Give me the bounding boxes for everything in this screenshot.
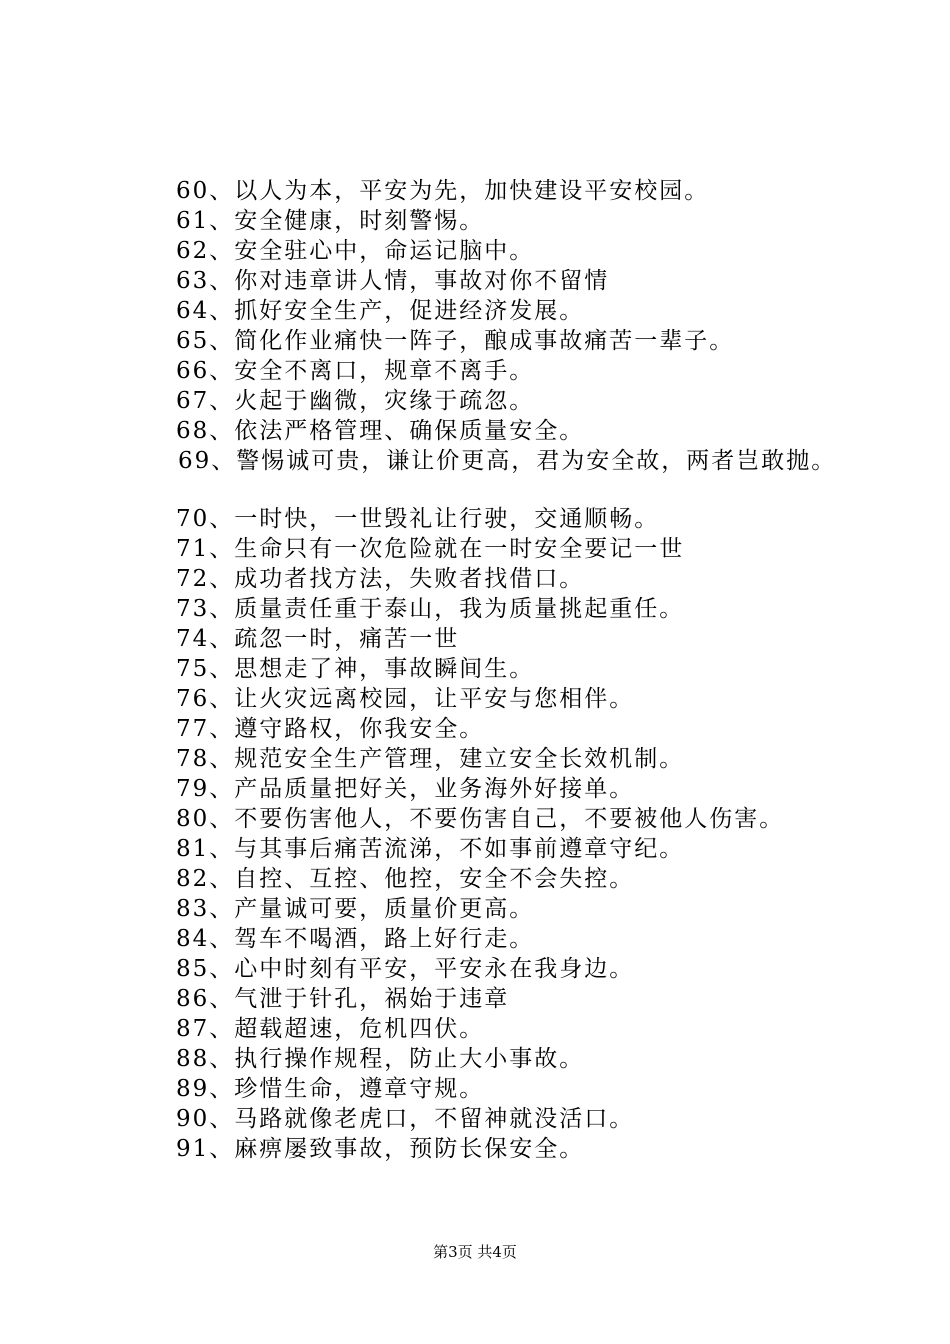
- slogan-line: 67、火起于幽微，灾缘于疏忽。: [176, 388, 535, 414]
- slogan-line: 63、你对违章讲人情，事故对你不留情: [176, 268, 610, 294]
- slogan-line: 91、麻痹屡致事故，预防长保安全。: [176, 1136, 585, 1162]
- slogan-line: 71、生命只有一次危险就在一时安全要记一世: [176, 536, 685, 562]
- slogan-line: 85、心中时刻有平安，平安永在我身边。: [176, 956, 635, 982]
- slogan-line: 76、让火灾远离校园，让平安与您相伴。: [176, 686, 635, 712]
- slogan-line: 80、不要伤害他人，不要伤害自己，不要被他人伤害。: [176, 806, 785, 832]
- slogan-line: 89、珍惜生命，遵章守规。: [176, 1076, 485, 1102]
- slogan-line: 60、以人为本，平安为先，加快建设平安校园。: [176, 178, 710, 204]
- slogan-line: 66、安全不离口，规章不离手。: [176, 358, 535, 384]
- slogan-line: 64、抓好安全生产，促进经济发展。: [176, 298, 585, 324]
- slogan-line: 68、依法严格管理、确保质量安全。: [176, 418, 585, 444]
- slogan-line: 65、简化作业痛快一阵子，酿成事故痛苦一辈子。: [176, 328, 735, 354]
- slogan-line: 86、气泄于针孔，祸始于违章: [176, 986, 510, 1012]
- slogan-line: 79、产品质量把好关，业务海外好接单。: [176, 776, 635, 802]
- slogan-line: 75、思想走了神，事故瞬间生。: [176, 656, 535, 682]
- slogan-line: 78、规范安全生产管理，建立安全长效机制。: [176, 746, 685, 772]
- slogan-line: 70、一时快，一世毁礼让行驶，交通顺畅。: [176, 506, 660, 532]
- slogan-line: 72、成功者找方法，失败者找借口。: [176, 566, 585, 592]
- slogan-line: 84、驾车不喝酒，路上好行走。: [176, 926, 535, 952]
- page-footer: 第3页 共4页: [433, 1243, 517, 1261]
- slogan-line: 69、警惕诚可贵，谦让价更高，君为安全故，两者岂敢抛。: [178, 448, 837, 474]
- slogan-line: 81、与其事后痛苦流涕，不如事前遵章守纪。: [176, 836, 685, 862]
- slogan-line: 88、执行操作规程，防止大小事故。: [176, 1046, 585, 1072]
- slogan-list: [176, 176, 936, 1164]
- slogan-line: 82、自控、互控、他控，安全不会失控。: [176, 866, 635, 892]
- slogan-line: 61、安全健康，时刻警惕。: [176, 208, 485, 234]
- slogan-line: 83、产量诚可要，质量价更高。: [176, 896, 535, 922]
- slogan-line: 73、质量责任重于泰山，我为质量挑起重任。: [176, 596, 685, 622]
- slogan-line: 87、超载超速，危机四伏。: [176, 1016, 485, 1042]
- slogan-line: 77、遵守路权，你我安全。: [176, 716, 485, 742]
- slogan-line: 74、疏忽一时，痛苦一世: [176, 626, 460, 652]
- slogan-line: 90、马路就像老虎口，不留神就没活口。: [176, 1106, 635, 1132]
- blank-line: [176, 476, 936, 504]
- slogan-line: 62、安全驻心中，命运记脑中。: [176, 238, 535, 264]
